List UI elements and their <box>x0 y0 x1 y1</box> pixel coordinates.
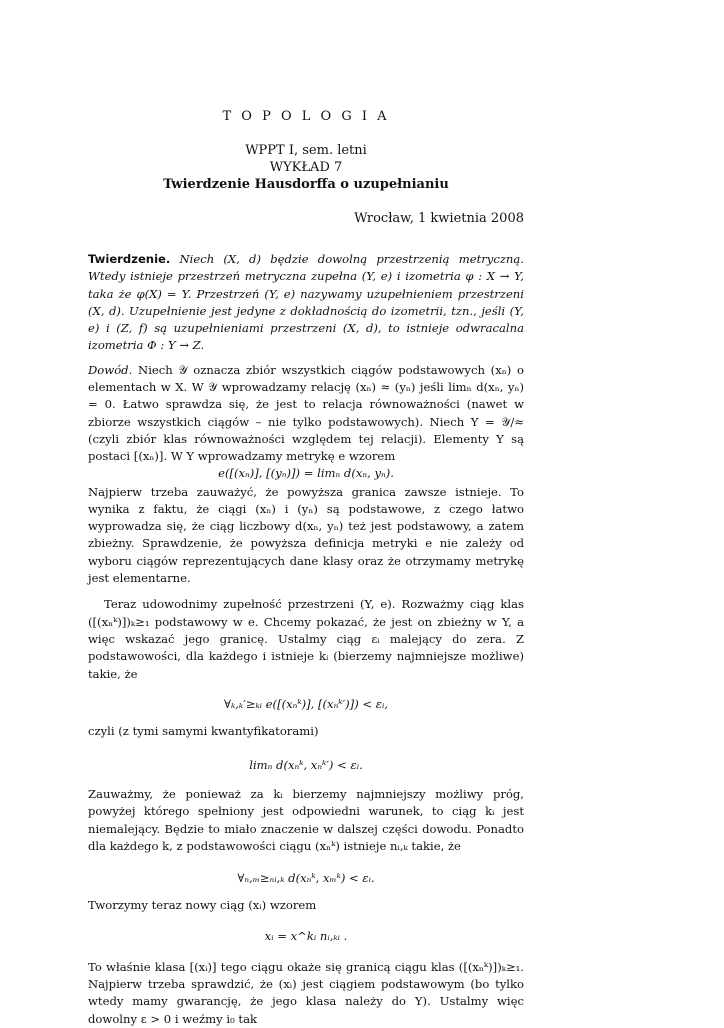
document-header <box>88 108 524 193</box>
proof-paragraph-1 <box>88 362 524 466</box>
equation-quantifier-d: ∀ₙ,ₘ≥ₙᵢ,ₖ d(xₙᵏ, xₘᵏ) < εᵢ. <box>237 871 375 886</box>
theorem <box>88 251 524 355</box>
proof-paragraph-4: czyli (z tymi samymi kwantyfikatorami) <box>88 723 319 738</box>
theorem-label: Twierdzenie. <box>88 252 171 266</box>
proof-paragraph-2: Najpierw trzeba zauważyć, że powyższa granica zawsze istnieje. To wynika z faktu, że ciągi (xₙ) i (yₙ) są podstawowe, z czego łatwo wyprowadza się, że ciąg liczbowy d(xₙ, yₙ) też jest podstawowy, a zatem zbieżny. Sprawdzenie, że powyższa definicja metryki e nie zależy od wyboru ciągów reprezentujących dane klasy oraz że otrzymamy metrykę jest elementarne. <box>88 484 524 586</box>
theorem-text: Niech (X, d) będzie dowolną przestrzenią metryczną. Wtedy istnieje przestrzeń metryczna zupełna (Y, e) i izometria φ : X → Y, taka że φ(X) = Y. Przestrzeń (Y, e) nazywamy uzupełnieniem przestrzeni (X, d). Uzupełnienie jest jedyne z dokładnością do izometrii, tzn., jeśli (Y, e) i (Z, f) są uzupełnieniami przestrzeni (X, d), to istnieje odwracalna izometria Φ : Y → Z. <box>88 252 524 353</box>
equation-limit: limₙ d(xₙᵏ, xₙᵏ′) < εᵢ. <box>249 758 363 773</box>
equation-new-sequence: xᵢ = x^kᵢ nᵢ,ₖᵢ . <box>264 928 348 943</box>
proof-paragraph-6: Tworzymy teraz nowy ciąg (xᵢ) wzorem <box>88 898 317 913</box>
proof-paragraph-5: Zauważmy, że ponieważ za kᵢ bierzemy najmniejszy możliwy próg, powyżej którego spełniony jest odpowiedni warunek, to ciąg kᵢ jest niemalejący. Będzie to miało znaczenie w dalszej części dowodu. Ponadto dla każdego k, z podstawowości ciągu (xₙᵏ) istnieje nᵢ,ₖ takie, że <box>88 787 524 854</box>
lecture-number: WYKŁAD 7 <box>269 160 343 175</box>
lecture-topic: Twierdzenie Hausdorffa o uzupełnianiu <box>163 177 449 192</box>
course-line: WPPT I, sem. letni <box>245 143 367 158</box>
proof-paragraph-7: To właśnie klasa [(xᵢ)] tego ciągu okaże się granicą ciągu klas ([(xₙᵏ)])ₖ≥₁. Najpierw trzeba sprawdzić, że (xᵢ) jest ciągiem podstawowym (bo tylko wtedy mamy gwarancję, że jego klasa należy do Y). Ustalmy więc dowolny ε > 0 i weźmy i₀ tak <box>88 959 524 1026</box>
place-date: Wrocław, 1 kwietnia 2008 <box>354 211 524 226</box>
equation-quantifier-e: ∀ₖ,ₖ′≥ₖᵢ e([(xₙᵏ)], [(xₙᵏ′)]) < εᵢ, <box>223 696 389 711</box>
proof-label: Dowód. <box>88 362 133 377</box>
document-title: T O P O L O G I A <box>222 109 390 124</box>
equation-metric-e: e([(xₙ)], [(yₙ)]) = limₙ d(xₙ, yₙ). <box>218 465 394 480</box>
document-page <box>88 108 524 1028</box>
proof-paragraph-3: Teraz udowodnimy zupełność przestrzeni (Y, e). Rozważmy ciąg klas ([(xₙᵏ)])ₖ≥₁ podstawowy w e. Chcemy pokazać, że jest on zbieżny w Y, a więc wskazać jego granicę. Ustalmy ciąg εᵢ malejący do zera. Z podstawowości, dla każdego i istnieje kᵢ (bierzemy najmniejsze możliwe) takie, że <box>88 597 524 681</box>
proof-text-1: Niech 𝒴 oznacza zbiór wszystkich ciągów podstawowych (xₙ) o elementach w X. W 𝒴 wprowadzamy relację (xₙ) ≈ (yₙ) jeśli limₙ d(xₙ, yₙ) = 0. Łatwo sprawdza się, że jest to relacja równoważności (nawet w zbiorze wszystkich ciągów – nie tylko podstawowych). Niech Y = 𝒴/≈ (czyli zbiór klas równoważności względem tej relacji). Elementy Y są postaci [(xₙ)]. W Y wprowadzamy metrykę e wzorem <box>88 362 524 464</box>
